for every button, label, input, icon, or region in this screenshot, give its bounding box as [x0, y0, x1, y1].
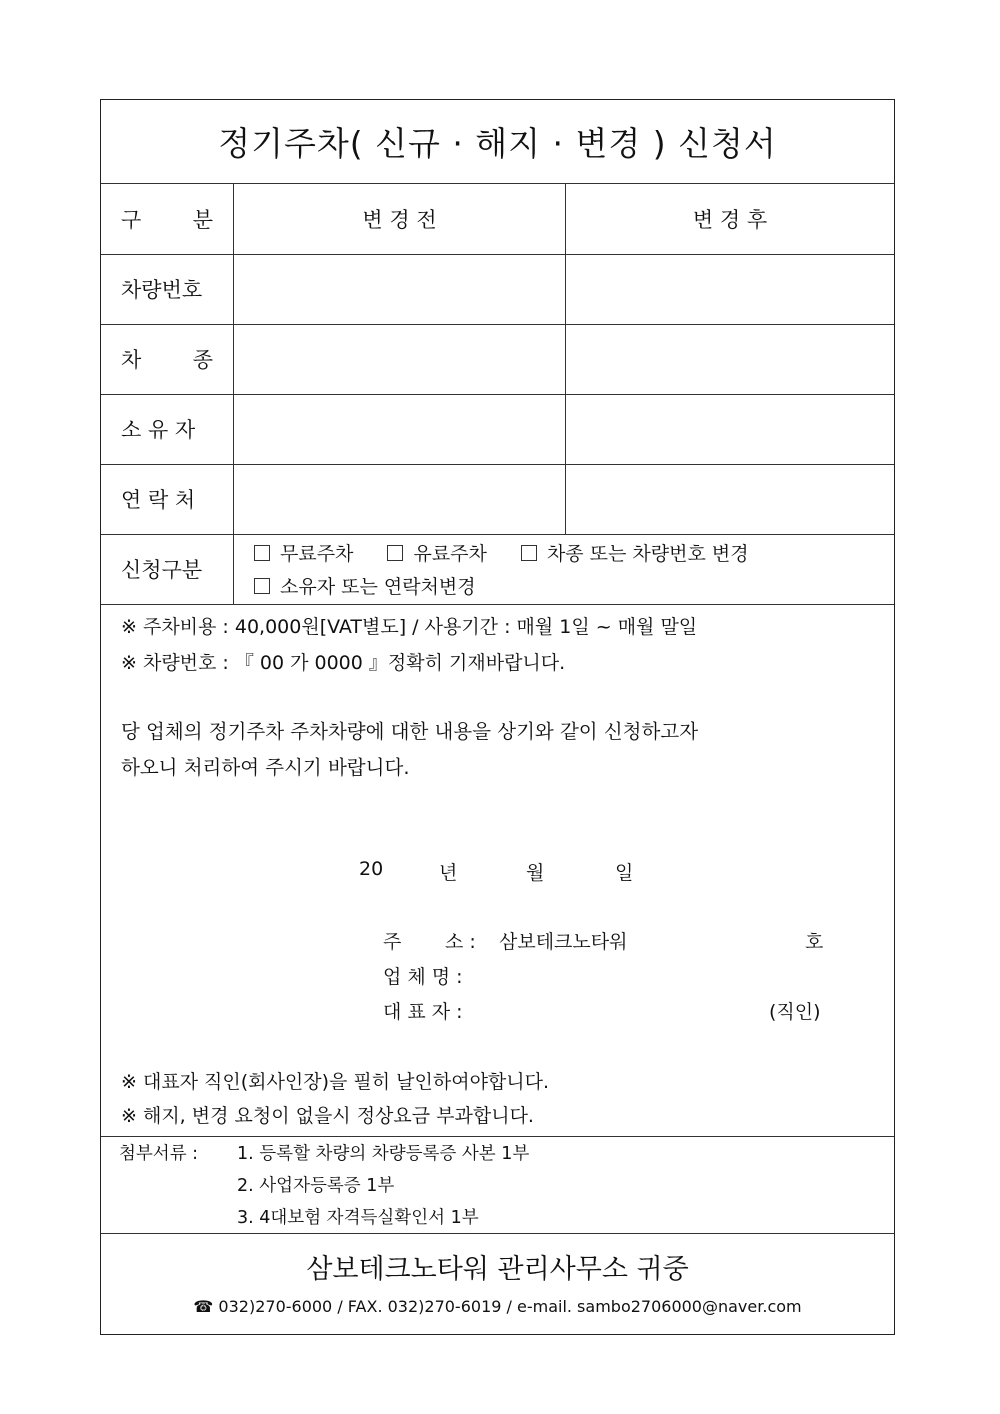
contact-info	[101, 1297, 894, 1316]
date-day-unit: 일	[615, 862, 634, 884]
fee-note: ※ 주차비용 : 40,000원[VAT별도] / 사용기간 : 매월 1일 ~ 매월 말일	[121, 616, 698, 638]
attachment-item: 3. 4대보험 자격득실확인서 1부	[237, 1208, 479, 1228]
contact-before-field[interactable]	[234, 464, 566, 534]
contact-text: 032)270-6000 / FAX. 032)270-6019 / e-mail. sambo2706000@naver.com	[218, 1297, 802, 1316]
plate-note: ※ 차량번호 : 『 00 가 0000 』정확히 기재바랍니다.	[121, 652, 566, 674]
representative-label: 대 표 자 :	[383, 1001, 463, 1023]
table-row	[101, 394, 894, 465]
attachments-label: 첨부서류 :	[119, 1144, 199, 1164]
category-header-b: 분	[192, 208, 213, 232]
option-owner-change[interactable]: 소유자 또는 연락처변경	[254, 576, 476, 598]
vehicle-number-after-field[interactable]	[566, 254, 894, 324]
application-form	[100, 99, 895, 1335]
checkbox-icon[interactable]	[521, 545, 537, 561]
table-row	[101, 254, 894, 325]
option-vehicle-change[interactable]: 차종 또는 차량번호 변경	[521, 543, 749, 565]
checkbox-icon[interactable]	[254, 545, 270, 561]
divider	[101, 1233, 894, 1234]
option-paid-parking[interactable]: 유료주차	[387, 543, 486, 565]
date-month-unit: 월	[526, 862, 545, 884]
address-label-a: 주	[383, 931, 402, 953]
seal-warning: ※ 대표자 직인(회사인장)을 필히 날인하여야합니다.	[121, 1071, 550, 1093]
request-body-line1: 당 업체의 정기주차 주차차량에 대한 내용을 상기와 같이 신청하고자	[121, 720, 699, 743]
form-title: 정기주차( 신규 · 해지 · 변경 ) 신청서	[101, 100, 894, 184]
phone-icon: ☎	[193, 1297, 214, 1316]
divider	[101, 1136, 894, 1137]
contact-label: 연 락 처	[101, 464, 234, 534]
request-body-line2: 하오니 처리하여 주시기 바랍니다.	[121, 756, 410, 779]
address-suffix: 호	[805, 931, 824, 953]
vehicle-number-label: 차량번호	[101, 254, 234, 324]
before-header: 변 경 전	[234, 184, 566, 254]
address-value: 삼보테크노타워	[499, 931, 628, 953]
date-year: 20	[359, 858, 384, 880]
option-free-parking[interactable]: 무료주차	[254, 543, 353, 565]
owner-before-field[interactable]	[234, 394, 566, 464]
vehicle-type-label-b: 종	[192, 348, 213, 372]
vehicle-number-before-field[interactable]	[234, 254, 566, 324]
after-header: 변 경 후	[692, 208, 768, 232]
request-type-options	[234, 534, 894, 604]
table-header-row	[101, 184, 894, 255]
vehicle-type-before-field[interactable]	[234, 324, 566, 394]
vehicle-type-label-a: 차	[121, 348, 142, 372]
table-row	[101, 324, 894, 395]
request-type-row	[101, 534, 894, 605]
attachment-item: 2. 사업자등록증 1부	[237, 1176, 395, 1196]
checkbox-icon[interactable]	[254, 578, 270, 594]
vehicle-type-after-field[interactable]	[566, 324, 894, 394]
contact-after-field[interactable]	[566, 464, 894, 534]
address-label-b: 소 :	[445, 931, 476, 953]
attachment-item: 1. 등록할 차량의 차량등록증 사본 1부	[237, 1144, 530, 1164]
table-row	[101, 464, 894, 535]
date-year-unit: 년	[439, 862, 458, 884]
vehicle-type-label	[101, 324, 234, 394]
checkbox-icon[interactable]	[387, 545, 403, 561]
category-header	[101, 184, 234, 254]
recipient-title: 삼보테크노타워 관리사무소 귀중	[306, 1254, 689, 1285]
owner-after-field[interactable]	[566, 394, 894, 464]
company-name-label: 업 체 명 :	[383, 966, 463, 988]
request-type-label: 신청구분	[101, 534, 234, 604]
category-header-a: 구	[121, 208, 142, 232]
owner-label: 소 유 자	[101, 394, 234, 464]
seal-label: (직인)	[769, 1001, 821, 1023]
cancel-warning: ※ 해지, 변경 요청이 없을시 정상요금 부과합니다.	[121, 1105, 534, 1127]
